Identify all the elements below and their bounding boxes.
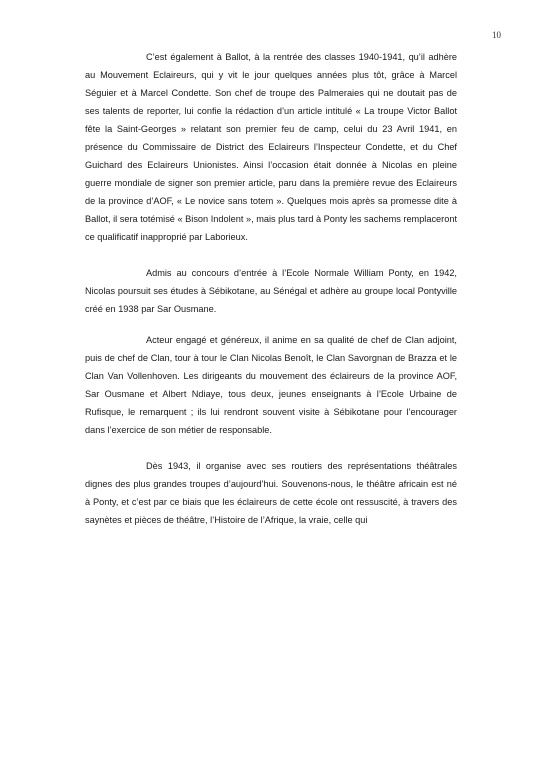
page-number: 10 (492, 30, 501, 40)
paragraph-theatre: Dès 1943, il organise avec ses routiers des représentations théâtrales dignes des plus grandes troupes d’aujourd’hui. Souvenons-nous, le théâtre africain est né à Ponty, et c’est par ce biais que les éclaireurs de cette école ont ressuscité, à travers des saynètes et pièces de théâtre, l’Histoire de l’Afrique, la vraie, celle qui (85, 461, 457, 525)
paragraph-chef-de-clan: Acteur engagé et généreux, il anime en sa qualité de chef de Clan adjoint, puis de chef de Clan, tour à tour le Clan Nicolas Benoît, le Clan Savorgnan de Brazza et le Clan Van Vollenhoven. Les dirigeants du mouvement des éclaireurs de la province AOF, Sar Ousmane et Albert Ndiaye, tous deux, jeunes enseignants à l’Ecole Urbaine de Rufisque, le remarquent ; ils lui rendront souvent visite à Sébikotane pour l’encourager dans l’exercice de son métier de responsable. (85, 335, 457, 435)
paragraph-ballot-eclaireurs: C’est également à Ballot, à la rentrée des classes 1940-1941, qu’il adhère au Mouvement Eclaireurs, qui y vit le jour quelques années plus tôt, grâce à Marcel Séguier et à Marcel Condette. Son chef de troupe des Palmeraies qui ne doutait pas de ses talents de reporter, lui confie la rédaction d’un article intitulé « La troupe Victor Ballot fête la Saint-Georges » relatant son premier feu de camp, celui du 23 Avril 1941, en présence du Commissaire de District des Eclaireurs l’Inspecteur Condette, et du Chef Guichard des Eclaireurs Unionistes. Ainsi l’occasion était donnée à Nicolas en pleine guerre mondiale de signer son premier article, paru dans la première revue des Eclaireurs de la province d’AOF, « Le novice sans totem ». Quelques mois après sa promesse dite à Ballot, il sera totémisé « Bison Indolent », mais plus tard à Ponty les sachems remplaceront ce qualificatif inapproprié par Laborieux. (85, 52, 457, 242)
body-text (85, 48, 457, 547)
paragraph-ecole-ponty: Admis au concours d’entrée à l’Ecole Normale William Ponty, en 1942, Nicolas poursuit ses études à Sébikotane, au Sénégal et adhère au groupe local Pontyville créé en 1938 par Sar Ousmane. (85, 268, 457, 314)
